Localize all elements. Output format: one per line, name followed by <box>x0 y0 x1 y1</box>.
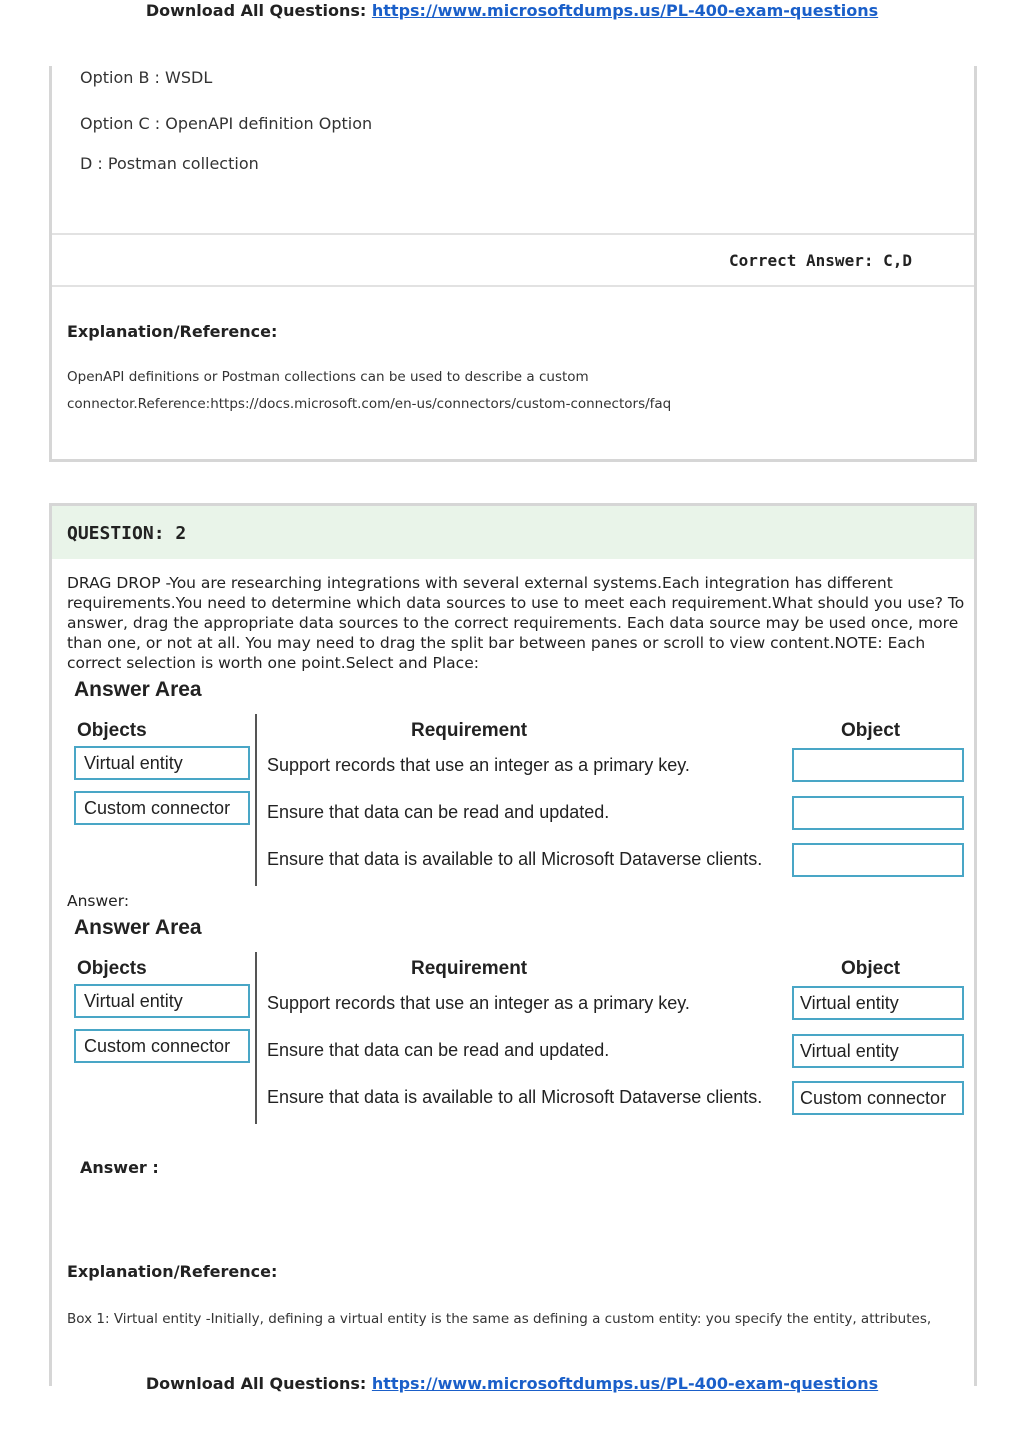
objects-header: Objects <box>77 958 147 979</box>
answer-area-title: Answer Area <box>74 678 202 701</box>
answer-slot-3[interactable]: Custom connector <box>792 1081 964 1115</box>
download-link[interactable]: https://www.microsoftdumps.us/PL-400-exam-questions <box>371 1374 879 1393</box>
object-header: Object <box>841 958 901 979</box>
explanation-text <box>67 364 947 418</box>
requirement-header: Requirement <box>411 958 528 979</box>
option-c: Option C : OpenAPI definition Option <box>80 114 373 133</box>
draggable-custom-connector[interactable]: Custom connector <box>74 1029 250 1063</box>
explanation-line: connector.Reference:https://docs.microsoft.com/en-us/connectors/custom-connectors/faq <box>67 396 672 412</box>
answer-area-question <box>72 678 962 893</box>
requirement-1: Support records that use an integer as a primary key. <box>267 993 690 1013</box>
header-banner <box>0 1 1024 20</box>
object-header: Object <box>841 720 901 741</box>
question-text: DRAG DROP -You are researching integrations with several external systems.Each integration has different requirements.You need to determine which data sources to use to meet each requirement.What should you use? To answer, drag the appropriate data sources to the correct requirements. Each data source may be used once, more than one, or not at all. You may need to drag the split bar between panes or scroll to view content.NOTE: Each correct selection is worth one point.Select and Place: <box>67 574 965 672</box>
answer-slot-1[interactable]: Virtual entity <box>792 986 964 1020</box>
drop-target-3[interactable] <box>792 843 964 877</box>
explanation-title: Explanation/Reference: <box>67 322 278 341</box>
draggable-virtual-entity[interactable]: Virtual entity <box>74 746 250 780</box>
footer-banner <box>0 1374 1024 1393</box>
requirement-2: Ensure that data can be read and updated. <box>267 802 610 822</box>
option-b: Option B : WSDL <box>80 68 213 87</box>
draggable-virtual-entity[interactable]: Virtual entity <box>74 984 250 1018</box>
divider <box>52 285 974 287</box>
download-link[interactable]: https://www.microsoftdumps.us/PL-400-exam-questions <box>371 1 879 20</box>
answer-area-solution <box>72 916 962 1131</box>
column-divider <box>255 714 257 886</box>
banner-label: Download All Questions: <box>145 1 367 20</box>
answer-label: Answer: <box>67 892 130 910</box>
draggable-custom-connector[interactable]: Custom connector <box>74 791 250 825</box>
explanation-title: Explanation/Reference: <box>67 1262 278 1281</box>
banner-label: Download All Questions: <box>145 1374 367 1393</box>
question-1-card <box>49 66 977 462</box>
question-title: QUESTION: 2 <box>67 523 187 544</box>
drop-target-1[interactable] <box>792 748 964 782</box>
question-2-card <box>49 503 977 1386</box>
option-d: D : Postman collection <box>80 154 259 173</box>
drop-target-2[interactable] <box>792 796 964 830</box>
answer-heading: Answer : <box>80 1158 159 1177</box>
objects-header: Objects <box>77 720 147 741</box>
explanation-text: Box 1: Virtual entity -Initially, defining a virtual entity is the same as defining a custom entity: you specify the entity, attributes, <box>67 1311 932 1327</box>
correct-answer: Correct Answer: C,D <box>728 251 912 270</box>
requirement-1: Support records that use an integer as a primary key. <box>267 755 690 775</box>
requirement-header: Requirement <box>411 720 528 741</box>
divider <box>52 233 974 235</box>
requirement-3: Ensure that data is available to all Microsoft Dataverse clients. <box>267 849 763 869</box>
requirement-3: Ensure that data is available to all Microsoft Dataverse clients. <box>267 1087 763 1107</box>
column-divider <box>255 952 257 1124</box>
requirement-2: Ensure that data can be read and updated. <box>267 1040 610 1060</box>
answer-area-title: Answer Area <box>74 916 202 939</box>
question-header <box>52 506 974 559</box>
explanation-line: OpenAPI definitions or Postman collections can be used to describe a custom <box>67 369 589 385</box>
answer-slot-2[interactable]: Virtual entity <box>792 1034 964 1068</box>
